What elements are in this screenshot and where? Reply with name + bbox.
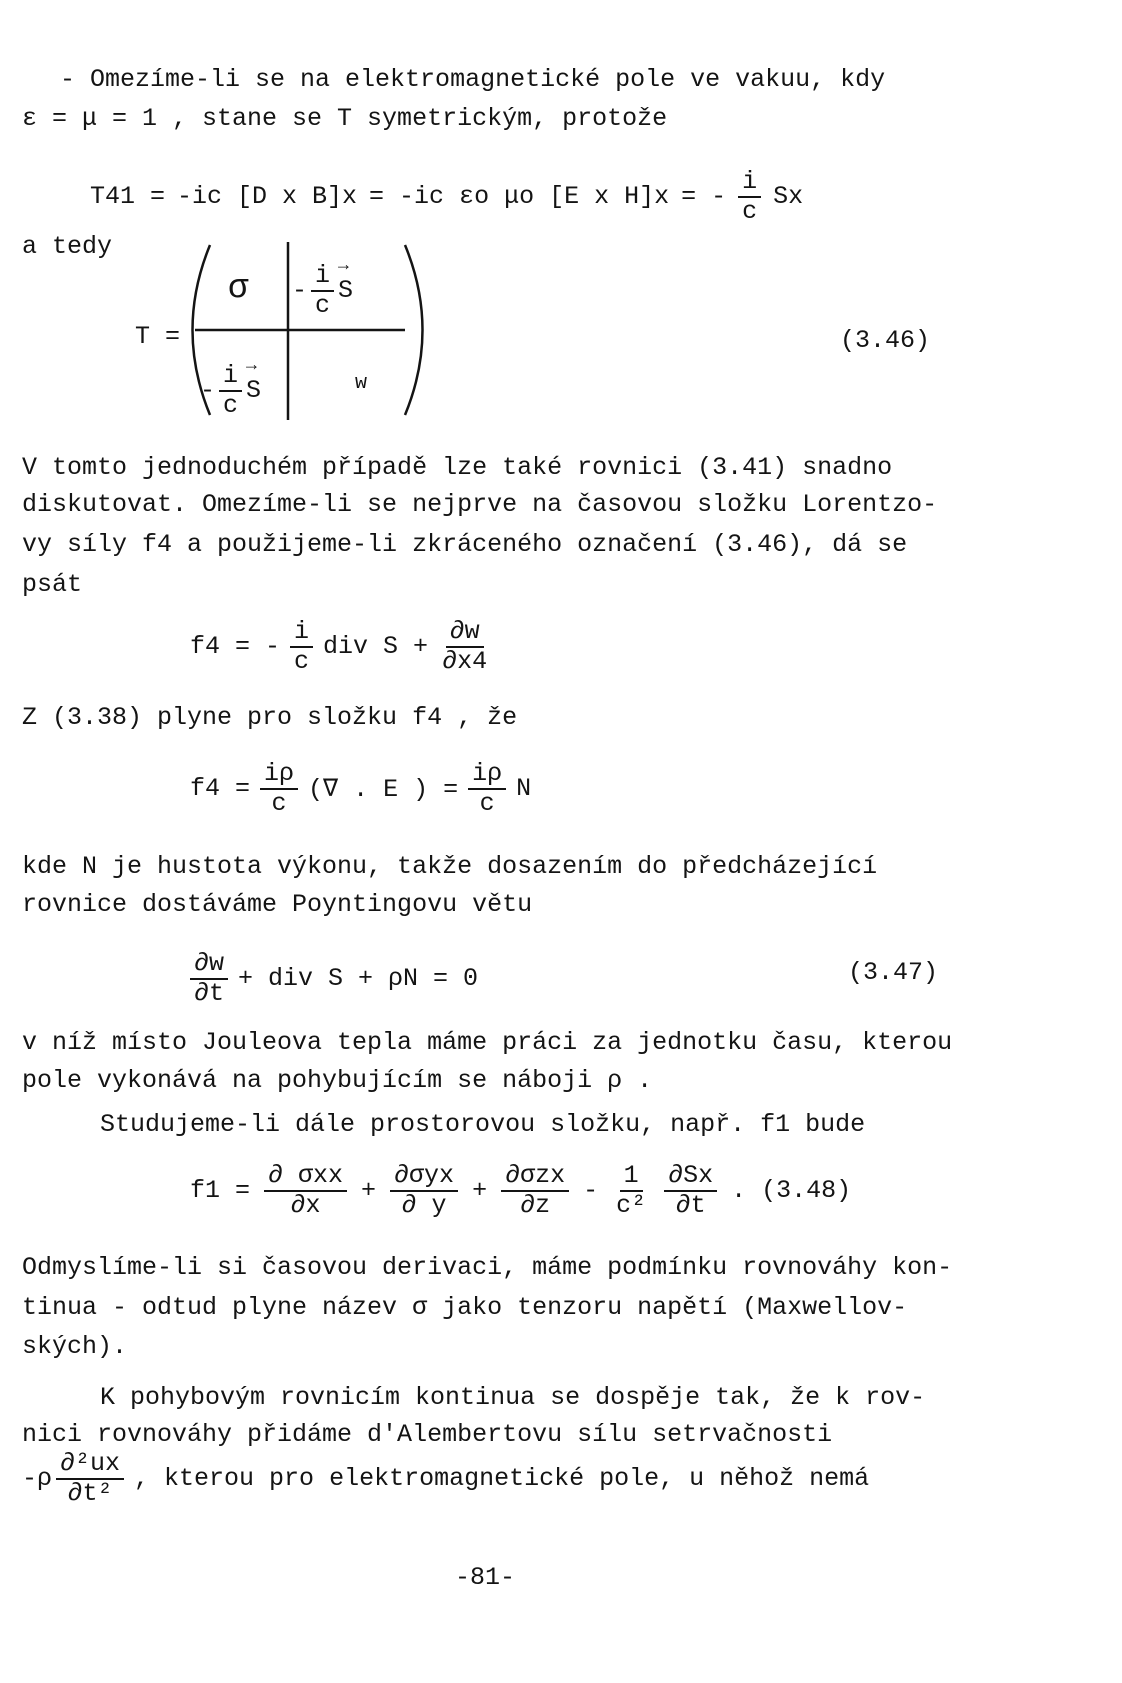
equation-number-3-46: (3.46)	[840, 326, 931, 355]
matrix-w: w	[355, 372, 368, 395]
eq-t41-fraction	[738, 168, 761, 225]
eq-348-term-xx-den: ∂x	[290, 1190, 321, 1220]
matrix-bottom-left	[200, 362, 261, 419]
matrix-top-right-s-vector: → S	[338, 276, 353, 305]
eq-f4b-frac2-den: c	[479, 788, 495, 818]
eq-348-term-sx-num: ∂Sx	[664, 1162, 717, 1192]
matrix-bottom-left-minus: -	[200, 376, 216, 405]
eq-348-minus: -	[583, 1176, 599, 1205]
matrix-t-label: T =	[135, 322, 181, 351]
matrix-top-right	[292, 262, 353, 319]
eq-347-deriv-num: ∂w	[190, 950, 228, 980]
equation-t41	[90, 168, 803, 225]
eq-348-one-over-c2-num: 1	[620, 1162, 643, 1192]
paragraph-2-line-3: vy síly f4 a použijeme-li zkráceného označení (3.46), dá se	[22, 530, 908, 559]
eq-t41-tail: Sx	[773, 182, 804, 211]
matrix-sigma: σ	[228, 270, 249, 308]
matrix-top-frac-den: c	[315, 290, 331, 320]
eq-348-term-zx	[501, 1162, 569, 1219]
eq-t41-part1: -ic [D x B]x	[177, 182, 358, 211]
a-tedy: a tedy	[22, 232, 113, 261]
eq-t41-part3: = -	[681, 182, 727, 211]
alembert-frac-den: ∂t²	[67, 1478, 113, 1508]
eq-f4a-deriv-num: ∂w	[446, 618, 484, 648]
paragraph-3: Z (3.38) plyne pro složku f4 , že	[22, 703, 518, 732]
paragraph-2-line-1: V tomto jednoduchém případě lze také rovnici (3.41) snadno	[22, 453, 893, 482]
eq-348-term-zx-den: ∂z	[520, 1190, 551, 1220]
paragraph-8-line-1: K pohybovým rovnicím kontinua se dospěje tak, že k rov-	[100, 1383, 926, 1412]
eq-f4b-fraction-1	[260, 760, 298, 817]
paragraph-2-line-2: diskutovat. Omezíme-li se nejprve na časovou složku Lorentzo-	[22, 490, 938, 519]
equation-number-3-48: . (3.48)	[731, 1176, 852, 1205]
eq-348-plus-2: +	[472, 1176, 488, 1205]
equation-f4-n	[190, 760, 531, 817]
matrix-right-paren	[405, 245, 423, 415]
intro-line-2: ε = μ = 1 , stane se T symetrickým, protože	[22, 104, 668, 133]
matrix-bottom-left-fraction	[219, 362, 242, 419]
matrix-bottom-frac-den: c	[223, 390, 239, 420]
alembert-text: , kterou pro elektromagnetické pole, u něhož nemá	[134, 1464, 870, 1493]
equation-3-48	[190, 1162, 851, 1219]
eq-f4a-deriv-den: ∂x4	[442, 646, 488, 676]
eq-348-lhs: f1 =	[190, 1176, 251, 1205]
eq-f4b-fraction-2	[468, 760, 506, 817]
eq-347-rest: + div S + ρN = 0	[238, 964, 479, 993]
eq-348-term-sx	[664, 1162, 717, 1219]
eq-t41-frac-num: i	[738, 168, 761, 198]
eq-f4a-derivative	[438, 618, 491, 675]
eq-t41-lhs: T41 =	[90, 182, 166, 211]
paragraph-5-line-2: pole vykonává na pohybujícím se náboji ρ .	[22, 1066, 653, 1095]
eq-f4b-frac2-num: iρ	[468, 760, 506, 790]
paragraph-2-line-4: psát	[22, 570, 83, 599]
paragraph-7-line-1: Odmyslíme-li si časovou derivaci, máme podmínku rovnováhy kon-	[22, 1253, 953, 1282]
alembert-frac-num: ∂²ux	[56, 1450, 124, 1480]
eq-348-one-over-c2-den: c²	[616, 1190, 647, 1220]
eq-f4a-frac-den: c	[294, 646, 310, 676]
eq-348-term-xx	[264, 1162, 347, 1219]
eq-348-term-yx-num: ∂σyx	[390, 1162, 458, 1192]
alembert-prefix: -ρ	[22, 1464, 53, 1493]
paragraph-4-line-2: rovnice dostáváme Poyntingovu větu	[22, 890, 533, 919]
eq-f4a-fraction-i-c	[290, 618, 313, 675]
matrix-top-right-fraction	[311, 262, 334, 319]
paragraph-8-line-2: nici rovnováhy přidáme d'Alembertovu sílu setrvačnosti	[22, 1420, 833, 1449]
eq-348-term-zx-num: ∂σzx	[501, 1162, 569, 1192]
matrix-bottom-frac-num: i	[219, 362, 242, 392]
page-number: -81-	[455, 1563, 516, 1592]
paragraph-4-line-1: kde N je hustota výkonu, takže dosazením do předcházející	[22, 852, 878, 881]
paragraph-7-line-2: tinua - odtud plyne název σ jako tenzoru napětí (Maxwellov-	[22, 1293, 908, 1322]
matrix-bottom-left-s-vector: → S	[246, 376, 261, 405]
eq-348-one-over-c2	[612, 1162, 650, 1219]
eq-348-term-sx-den: ∂t	[675, 1190, 706, 1220]
eq-t41-part2: = -ic εo μo [E x H]x	[369, 182, 670, 211]
equation-3-47	[190, 950, 478, 1007]
eq-f4b-lhs: f4 =	[190, 774, 251, 803]
paragraph-7-line-3: ských).	[22, 1332, 128, 1361]
eq-f4b-tail: N	[516, 774, 532, 803]
eq-348-term-yx-den: ∂ y	[401, 1190, 447, 1220]
eq-f4a-div: div S +	[323, 632, 429, 661]
eq-t41-frac-den: c	[742, 196, 758, 226]
eq-f4b-frac1-num: iρ	[260, 760, 298, 790]
equation-number-3-47: (3.47)	[848, 958, 939, 987]
eq-f4a-lhs: f4 = -	[190, 632, 281, 661]
matrix-top-right-minus: -	[292, 276, 308, 305]
eq-f4b-mid: (∇ . E ) =	[308, 775, 459, 804]
eq-348-term-yx	[390, 1162, 458, 1219]
alembert-fraction	[56, 1450, 124, 1507]
intro-line-1: - Omezíme-li se na elektromagnetické pole ve vakuu, kdy	[60, 65, 886, 94]
eq-f4a-frac-num: i	[290, 618, 313, 648]
eq-347-deriv-den: ∂t	[194, 978, 225, 1008]
eq-f4b-frac1-den: c	[271, 788, 287, 818]
paragraph-8-line-3	[22, 1450, 869, 1507]
matrix-top-frac-num: i	[311, 262, 334, 292]
eq-348-plus-1: +	[361, 1176, 377, 1205]
eq-347-derivative	[190, 950, 228, 1007]
eq-348-term-xx-num: ∂ σxx	[264, 1162, 347, 1192]
equation-f4-div	[190, 618, 491, 675]
paragraph-5-line-1: v níž místo Jouleova tepla máme práci za jednotku času, kterou	[22, 1028, 953, 1057]
paragraph-6: Studujeme-li dále prostorovou složku, např. f1 bude	[100, 1110, 866, 1139]
